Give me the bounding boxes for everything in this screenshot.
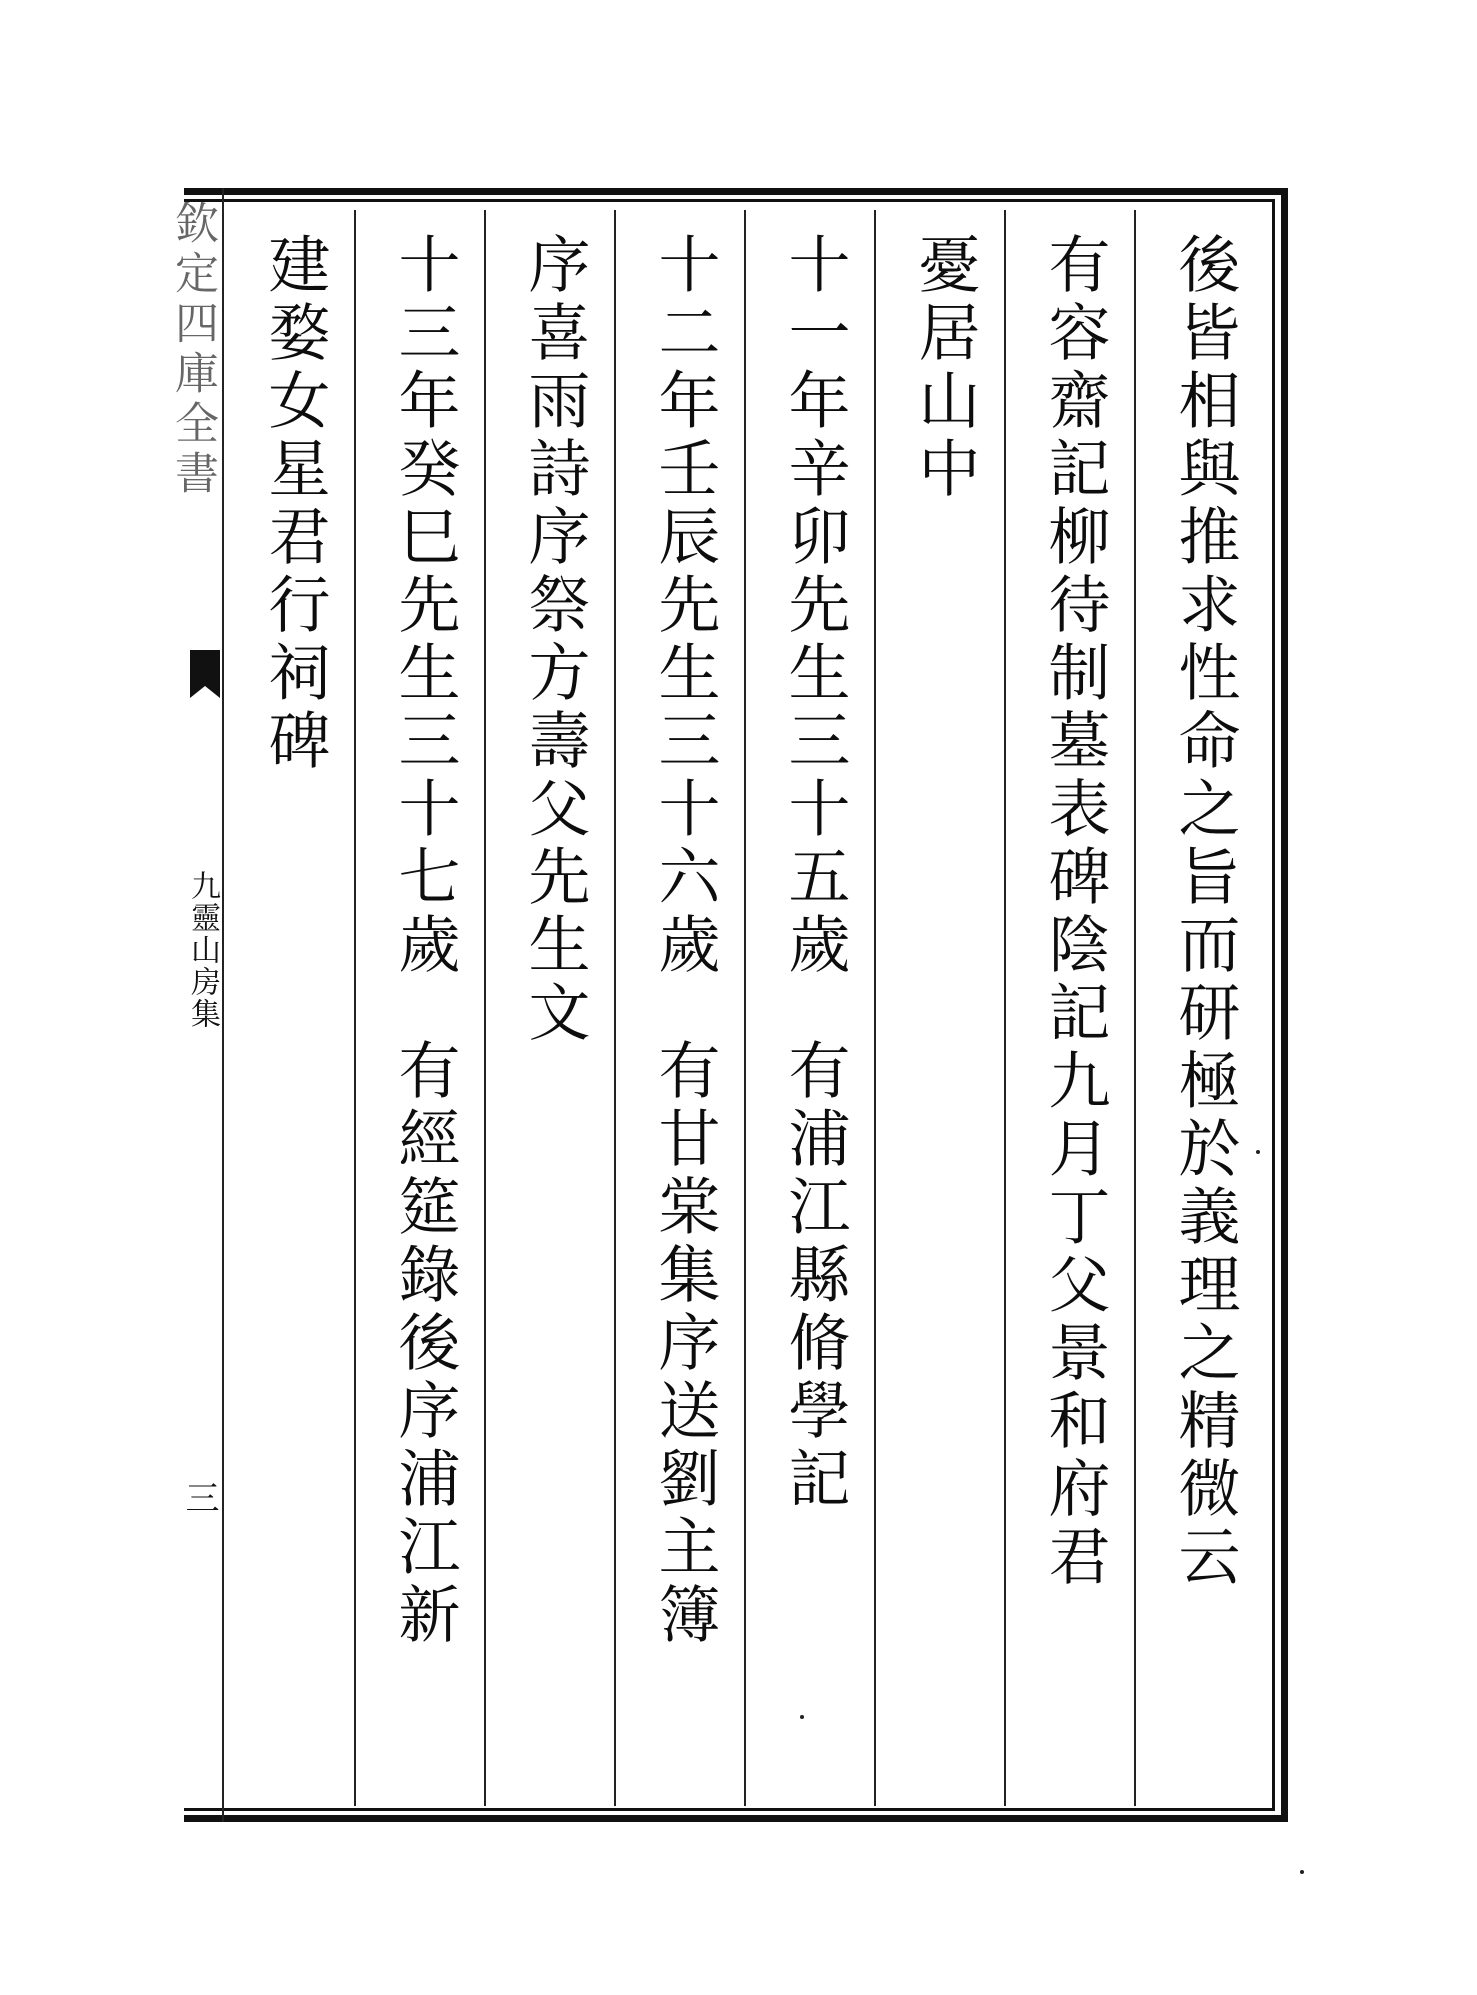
column-segment: 十一年辛卯先生三十五歲 xyxy=(778,232,851,980)
column-segment: 有容齋記柳待制墓表碑陰記九月丁父景和府君 xyxy=(1038,232,1111,1592)
column-rule xyxy=(1004,210,1006,1806)
column-rule xyxy=(354,210,356,1806)
banxin-page-number: 三 xyxy=(179,1480,219,1514)
column-segment: 序喜雨詩序祭方壽父先生文 xyxy=(518,232,591,1048)
banxin-title: 欽定四庫全書 xyxy=(167,200,218,500)
column-rule xyxy=(874,210,876,1806)
column-segment: 後皆相與推求性命之旨而研極於義理之精微云 xyxy=(1168,232,1241,1592)
text-column-5 xyxy=(639,232,729,1650)
column-segment: 有浦江縣脩學記 xyxy=(778,1038,851,1514)
column-rule xyxy=(1134,210,1136,1806)
page-frame xyxy=(167,188,1288,1822)
ink-speck xyxy=(1256,1150,1260,1154)
column-segment: 憂居山中 xyxy=(908,232,981,504)
column-segment: 有甘棠集序送劉主簿 xyxy=(648,1038,721,1650)
column-segment: 十三年癸巳先生三十七歲 xyxy=(388,232,461,980)
column-rule xyxy=(484,210,486,1806)
text-column-8 xyxy=(249,232,339,776)
text-column-2 xyxy=(1029,232,1119,1592)
column-rule xyxy=(614,210,616,1806)
text-column-3 xyxy=(899,232,989,504)
ink-speck xyxy=(1300,1870,1304,1874)
column-segment: 建婺女星君行祠碑 xyxy=(258,232,331,776)
text-column-6 xyxy=(509,232,599,1048)
column-rule xyxy=(744,210,746,1806)
text-column-7 xyxy=(379,232,469,1650)
ink-speck xyxy=(800,1715,804,1719)
text-column-1 xyxy=(1159,232,1249,1592)
column-segment: 有經筵錄後序浦江新 xyxy=(388,1038,461,1650)
text-column-4 xyxy=(769,232,859,1514)
column-segment: 十二年壬辰先生三十六歲 xyxy=(648,232,721,980)
banxin-book-title: 九靈山房集 xyxy=(185,870,220,1030)
fishtail-mark xyxy=(190,650,220,686)
